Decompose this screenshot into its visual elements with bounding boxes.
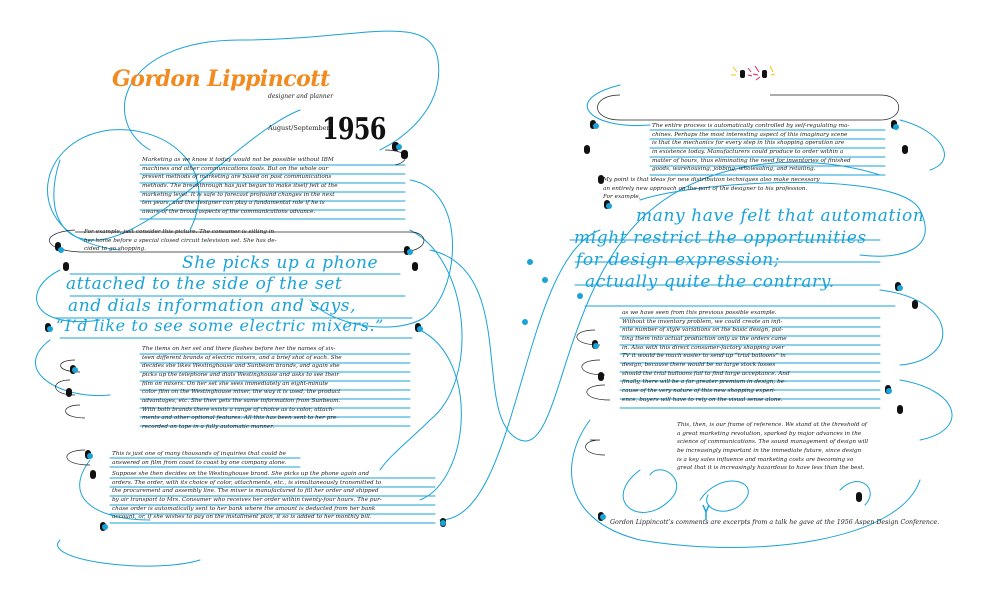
order-paragraph: Suppose she then decides on the Westinghouse brand. She picks up the phone again and orders. The order, with its choice of color, attachments, etc., is simultaneously transmitted to the procurement and assembly line. The mixer is manufactured to fill her order and shipped by air transport to Mrs. Consumer who receives her order within twenty-four hours. The pur- chase order is automatically sent to her bank where the amount is deducted from her bank account, or, if she wishes to pay on the installment plan, it so is added to her monthly bill. xyxy=(112,471,382,521)
wire-curl-3 xyxy=(840,482,870,505)
telephone-handset-icon xyxy=(55,242,69,271)
mixers-paragraph: The items on her set and there flashes before her the names of six- teen different brands of electric mixers, and a brief shot of each. She decides she likes Westinghouse and Sunbeam brands, and again she picks up the telephone and dials Westinghouse and asks to see their film on mixers. On her set she sees immediately an eight-minute color film on the Westinghouse mixer, the way it is used, the product advantages, etc. She then gets the same information from Sunbeam. With both brands there exists a range of choice as to color, attach- ments and other optional features. All this has been sent to her pre- recorded on tape in a fully automatic manner. xyxy=(142,346,342,430)
script-line-4: “I’d like to see some electric mixers.” xyxy=(56,316,384,335)
ringing-alarm-icon xyxy=(731,67,752,78)
wire-long-cord xyxy=(440,230,600,520)
wire-top-loop xyxy=(587,85,650,126)
script-line-1: She picks up a phone xyxy=(182,253,379,273)
script-line-5: many have felt that automation xyxy=(636,206,925,226)
wire-right-loop-2 xyxy=(880,290,943,365)
script-line-2: attached to the side of the set xyxy=(66,274,343,294)
author-name: Gordon Lippincott xyxy=(112,66,330,92)
point-paragraph: My point is that ideas for new distribution techniques also make necessary an entirely new approach on the part of the designer to his profession. For example, xyxy=(603,177,820,201)
script-line-3: and dials information and says, xyxy=(68,296,357,316)
intro-paragraph: Marketing as we know it today would not be possible without IBM machines and other communications tools. But on the whole our present methods of marketing are based on past communications methods. The breakthrough has just begun to make itself felt at the marketing level. It is safe to forecast profound changes in the next ten years, and the designer can play a fundamental role if he is aware of the broad aspects of the communications advance. xyxy=(142,157,338,215)
script-line-8: actually quite the contrary. xyxy=(585,272,835,292)
wire-right-top xyxy=(900,120,944,170)
wire-curl-2 xyxy=(700,481,748,511)
example-paragraph: For example, just consider this picture. The consumer is sitting in her home before a special closed circuit television set. She has de- cided to go shopping. xyxy=(84,229,277,253)
frame-paragraph: This, then, is our frame of reference. We stand at the threshold of a great marketing revolution, sparked by major advances in the science of communications. The sound management of design will be increasingly important in the immediate future, since design is a key sales influence and marketing costs are becoming so great that it is increasingly hazardous to have less than the best. xyxy=(677,422,869,472)
inquiries-paragraph: This is just one of many thousands of inquiries that could be answered on film from coast to coast by one company alone. xyxy=(112,451,287,466)
telephone-handset-icon xyxy=(891,120,908,154)
process-paragraph: The entire process is automatically controlled by self-regulating ma- chines. Perhaps the most interesting aspect of this imaginary scene is that the mechanics for every step in this shopping operation are in existence today. Manufacturers could produce to order within a matter of hours, thus eliminating the need for inventories of finished goods, warehousing, jobbing, wholesaling, and retailing. xyxy=(652,123,851,173)
wire-curl-1 xyxy=(623,470,677,513)
example-paragraph-right: as we have seen from this previous possible example. Without the inventory problem, we could create an infi- nite number of style variations on the basic design, put- ting them into actual production only as the orders came in. Also with this direct consumer-factory shopping over TV it would be much easier to send up “trial balloons” in design, because there would be no large stock losses should the trial balloons fail to find large acceptance. And finally, there will be a far greater premium in design; be- cause of the very nature of this new shopping experi- ence, buyers will have to rely on the visual sense alone. xyxy=(622,310,790,403)
wire-left-lower-4 xyxy=(58,540,200,566)
telephone-handset-icon xyxy=(598,492,862,521)
phone-jack-icon xyxy=(703,505,709,520)
script-line-6: might restrict the opportunities xyxy=(574,228,867,248)
author-role: designer and planner xyxy=(268,93,334,100)
script-line-7: for design expression; xyxy=(576,250,781,270)
ringing-alarm-icon xyxy=(753,66,775,80)
source-credit: Gordon Lippincott’s comments are excerpts from a talk he gave at the 1956 Aspen Design Conference. xyxy=(610,519,940,526)
issue-date: August/September xyxy=(268,124,330,132)
issue-year: 1956 xyxy=(322,112,386,147)
